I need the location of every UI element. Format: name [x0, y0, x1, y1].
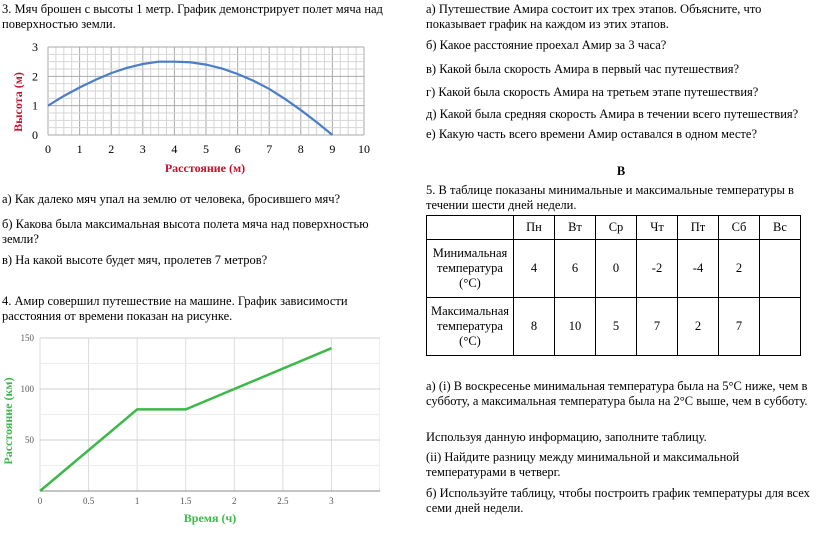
- table-cell: 6: [555, 240, 596, 298]
- x-tick-label: 0: [45, 142, 51, 156]
- question-3c: в) На какой высоте будет мяч, пролетев 7 метров?: [2, 253, 268, 267]
- problem-3-text: 3. Мяч брошен с высоты 1 метр. График демонстрирует полет мяча над поверхностью земли.: [2, 2, 383, 31]
- day-header: Пт: [678, 216, 719, 240]
- x-tick-label: 8: [297, 142, 304, 156]
- question-f: е) Какую часть всего времени Амир оставался в одном месте?: [426, 127, 757, 141]
- y-tick-label: 150: [20, 333, 34, 343]
- x-tick-label: 2: [108, 142, 115, 156]
- question-c: в) Какой была скорость Амира в первый час путешествия?: [426, 62, 739, 76]
- x-tick-label: 1: [76, 142, 83, 156]
- table-cell: 2: [719, 240, 760, 298]
- table-cell: 4: [514, 240, 555, 298]
- x-tick-label: 10: [358, 142, 370, 156]
- row-label: Максимальная температура (°C): [427, 298, 514, 356]
- table-row: [427, 240, 801, 298]
- x-axis-label: Время (ч): [183, 511, 237, 525]
- question-5a-ii: (ii) Найдите разницу между минимальной и максимальной температурами в четверг.: [426, 450, 740, 479]
- table-header-row: [427, 216, 801, 240]
- x-tick-label: 4: [171, 142, 178, 156]
- row-label: Минимальная температура (°C): [427, 240, 514, 298]
- x-tick-label: 2.5: [277, 496, 289, 506]
- table-cell: 5: [596, 298, 637, 356]
- table-corner-cell: [427, 216, 514, 240]
- day-header: Пн: [514, 216, 555, 240]
- day-header: Ср: [596, 216, 637, 240]
- y-tick-label: 1: [32, 98, 38, 113]
- problem-5-text: 5. В таблице показаны минимальные и максимальные температуры в течении шести дней недели.: [426, 183, 794, 212]
- question-b: б) Какое расстояние проехал Амир за 3 часа?: [426, 38, 667, 52]
- question-d: г) Какой была скорость Амира на третьем этапе путешествия?: [426, 85, 759, 99]
- y-tick-label: 50: [25, 435, 34, 445]
- x-tick-label: 3: [139, 142, 146, 156]
- question-3a: а) Как далеко мяч упал на землю от человека, бросившего мяч?: [2, 192, 341, 206]
- y-tick-label: 100: [20, 384, 34, 394]
- x-tick-label: 1: [134, 496, 140, 506]
- temperature-table: [426, 215, 801, 356]
- table-cell: 7: [637, 298, 678, 356]
- x-axis-label: Расстояние (м): [164, 161, 246, 175]
- section-heading: B: [616, 164, 626, 178]
- x-tick-label: 1.5: [180, 496, 192, 506]
- problem-4-text: 4. Амир совершил путешествие на машине. График зависимости расстояния от времени показан на рисунке.: [2, 294, 348, 323]
- x-tick-label: 3: [329, 496, 334, 506]
- day-header: Вт: [555, 216, 596, 240]
- question-a: а) Путешествие Амира состоит их трех этапов. Объясните, что показывает график на каждом из этих этапов.: [426, 2, 762, 31]
- table-cell: -4: [678, 240, 719, 298]
- x-tick-label: 9: [329, 142, 336, 156]
- table-cell: -2: [637, 240, 678, 298]
- question-5a-i: а) (i) В воскресенье минимальная температура была на 5°C ниже, чем в субботу, а максимальная температура была на 2°C выше, чем в субботу.: [426, 379, 808, 408]
- y-axis-label: Расстояние (км): [1, 377, 15, 465]
- table-cell: 7: [719, 298, 760, 356]
- x-tick-label: 5: [203, 142, 209, 156]
- day-header: Сб: [719, 216, 760, 240]
- x-tick-label: 0.5: [82, 496, 95, 506]
- table-cell: [760, 240, 801, 298]
- y-tick-label: 2: [32, 69, 38, 84]
- question-e: д) Какой была средняя скорость Амира в течении всего путешествия?: [426, 107, 799, 121]
- question-5a-instruction: Используя данную информацию, заполните таблицу.: [426, 430, 707, 444]
- x-tick-label: 0: [37, 496, 43, 506]
- table-cell: 8: [514, 298, 555, 356]
- table-row: [427, 298, 801, 356]
- x-tick-label: 6: [234, 142, 241, 156]
- ball-flight-chart: [0, 38, 380, 178]
- y-tick-label: 0: [32, 128, 38, 142]
- y-tick-label: 3: [32, 40, 38, 54]
- table-cell: [760, 298, 801, 356]
- trip-distance-chart: [0, 333, 380, 528]
- question-5b: б) Используйте таблицу, чтобы построить график температуры для всех семи дней недели.: [426, 486, 810, 515]
- day-header: Вс: [760, 216, 801, 240]
- table-cell: 10: [555, 298, 596, 356]
- y-axis-label: Высота (м): [11, 72, 25, 132]
- table-cell: 0: [596, 240, 637, 298]
- question-3b: б) Какова была максимальная высота полета мяча над поверхностью земли?: [2, 217, 369, 246]
- x-tick-label: 7: [266, 142, 273, 156]
- day-header: Чт: [637, 216, 678, 240]
- x-tick-label: 2: [232, 496, 237, 506]
- table-cell: 2: [678, 298, 719, 356]
